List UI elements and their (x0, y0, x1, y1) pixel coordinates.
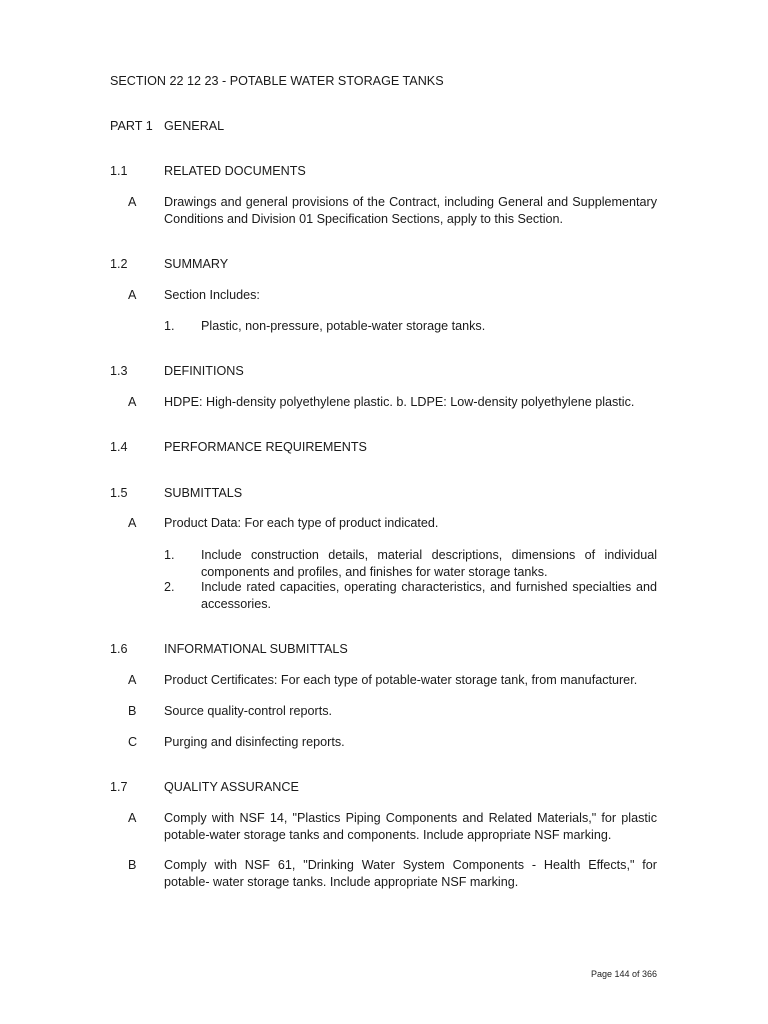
article-title: INFORMATIONAL SUBMITTALS (164, 642, 348, 656)
paragraph-text: HDPE: High-density polyethylene plastic. b. LDPE: Low-density polyethylene plastic. (164, 395, 635, 409)
paragraph-letter: B (128, 704, 137, 718)
paragraph-text: Product Certificates: For each type of potable-water storage tank, from manufacturer. (164, 673, 638, 687)
article-title: SUBMITTALS (164, 486, 243, 500)
article-number: 1.1 (110, 164, 128, 178)
paragraph-letter: A (128, 195, 137, 209)
article-number: 1.3 (110, 364, 128, 378)
page-number: Page 144 of 366 (591, 969, 658, 979)
article-number: 1.5 (110, 486, 128, 500)
list-item-text: Include rated capacities, operating characteristics, and furnished specialties and accessories. (201, 580, 657, 611)
article-title: DEFINITIONS (164, 364, 244, 378)
list-item-number: 1. (164, 319, 175, 333)
paragraph-letter: A (128, 673, 137, 687)
article-title: QUALITY ASSURANCE (164, 780, 299, 794)
paragraph-text: Drawings and general provisions of the Contract, including General and Supplementary Conditions and Division 01 Specification Sections, apply to this Section. (164, 195, 657, 226)
paragraph-text: Comply with NSF 61, "Drinking Water System Components - Health Effects," for potable- water storage tanks. Include appropriate NSF marking. (164, 858, 657, 889)
paragraph-text: Product Data: For each type of product indicated. (164, 516, 439, 530)
list-item-text: Plastic, non-pressure, potable-water storage tanks. (201, 319, 486, 333)
list-item-number: 2. (164, 580, 175, 594)
article-number: 1.4 (110, 440, 128, 454)
part-number: PART 1 (110, 119, 153, 133)
paragraph-text: Purging and disinfecting reports. (164, 735, 345, 749)
part-title: GENERAL (164, 119, 225, 133)
article-title: RELATED DOCUMENTS (164, 164, 306, 178)
article-title: PERFORMANCE REQUIREMENTS (164, 440, 367, 454)
section-title: SECTION 22 12 23 - POTABLE WATER STORAGE TANKS (110, 74, 444, 88)
article-number: 1.2 (110, 257, 128, 271)
paragraph-letter: A (128, 811, 137, 825)
article-number: 1.6 (110, 642, 128, 656)
paragraph-text: Comply with NSF 14, "Plastics Piping Components and Related Materials," for plastic potable-water storage tanks and components. Include appropriate NSF marking. (164, 811, 657, 842)
paragraph-letter: A (128, 516, 137, 530)
article-title: SUMMARY (164, 257, 229, 271)
paragraph-letter: C (128, 735, 138, 749)
list-item-number: 1. (164, 548, 175, 562)
paragraph-text: Source quality-control reports. (164, 704, 332, 718)
paragraph-text: Section Includes: (164, 288, 260, 302)
paragraph-letter: B (128, 858, 137, 872)
article-number: 1.7 (110, 780, 128, 794)
paragraph-letter: A (128, 288, 137, 302)
list-item-text: Include construction details, material descriptions, dimensions of individual components and profiles, and finishes for water storage tanks. (201, 548, 657, 579)
paragraph-letter: A (128, 395, 137, 409)
